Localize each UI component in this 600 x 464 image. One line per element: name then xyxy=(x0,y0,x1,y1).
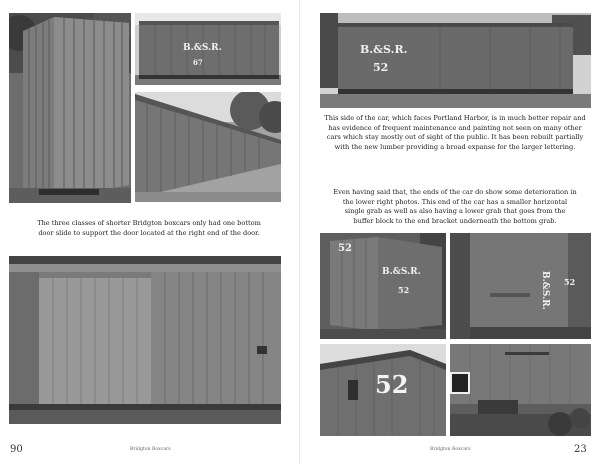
boxcar-long-side-photo xyxy=(135,92,281,202)
left-caption-line: door slide to support the door located at the right end of the door. xyxy=(38,228,260,237)
boxcar-67-number: 67 xyxy=(193,58,203,67)
boxcar-52-side-lettering: B.&S.R. xyxy=(540,271,550,310)
boxcar-52-corner-lettering: B.&S.R. xyxy=(382,267,421,277)
right-caption-top-line: This side of the car, which faces Portland Harbor, is in much better repair and xyxy=(324,114,586,122)
right-page xyxy=(300,0,600,464)
boxcar-52-end-number-photo xyxy=(320,344,446,436)
boxcar-52-side-number: 52 xyxy=(564,277,576,287)
boxcar-52-corner-photo xyxy=(320,233,446,339)
boxcar-52-end-grab-photo xyxy=(450,344,591,436)
boxcar-52-end-big-number: 52 xyxy=(375,370,409,399)
boxcar-52-harbor-side-photo xyxy=(320,13,591,108)
left-page-number: 90 xyxy=(10,444,23,455)
boxcar-67-lettering: B.&S.R. xyxy=(183,43,222,53)
boxcar-52-side-lettering-photo xyxy=(450,233,591,339)
right-caption-middle-line: single grab as well as also having a lower grab that goes from the xyxy=(344,207,566,216)
left-running-footer: Bridgton Boxcars xyxy=(130,447,171,452)
right-page-number: 23 xyxy=(574,444,587,455)
boxcar-52-harbor-number: 52 xyxy=(373,61,389,74)
boxcar-52-corner-number: 52 xyxy=(398,285,410,295)
right-caption-top xyxy=(315,114,595,152)
boxcar-67-side-photo xyxy=(135,13,281,85)
boxcar-52-corner-end-number: 52 xyxy=(338,243,352,254)
boxcar-door-side-closeup-photo xyxy=(9,256,281,424)
right-caption-middle-line: buffer block to the end bracket underneath the bottom grab. xyxy=(353,216,557,225)
right-caption-middle xyxy=(315,188,595,226)
left-caption xyxy=(24,219,274,238)
right-caption-middle-line: Even having said that, the ends of the car do show some deterioration in xyxy=(333,188,577,196)
left-caption-line: The three classes of shorter Bridgton boxcars only had one bottom xyxy=(37,219,261,227)
right-caption-top-line: cars which stay mostly out of sight of the public. It has been rebuilt partially xyxy=(326,133,584,142)
right-caption-top-line: has evidence of frequent maintenance and painting not seen on many other xyxy=(328,123,582,132)
boxcar-end-corner-photo xyxy=(9,13,131,203)
right-running-footer: Bridgton Boxcars xyxy=(430,447,471,452)
right-caption-top-line: with the new lumber providing a broad expanse for the larger lettering. xyxy=(334,142,576,151)
boxcar-52-harbor-lettering: B.&S.R. xyxy=(360,43,408,56)
right-caption-middle-line: the lower right photos. This end of the car has a smaller horizontal xyxy=(342,197,568,206)
